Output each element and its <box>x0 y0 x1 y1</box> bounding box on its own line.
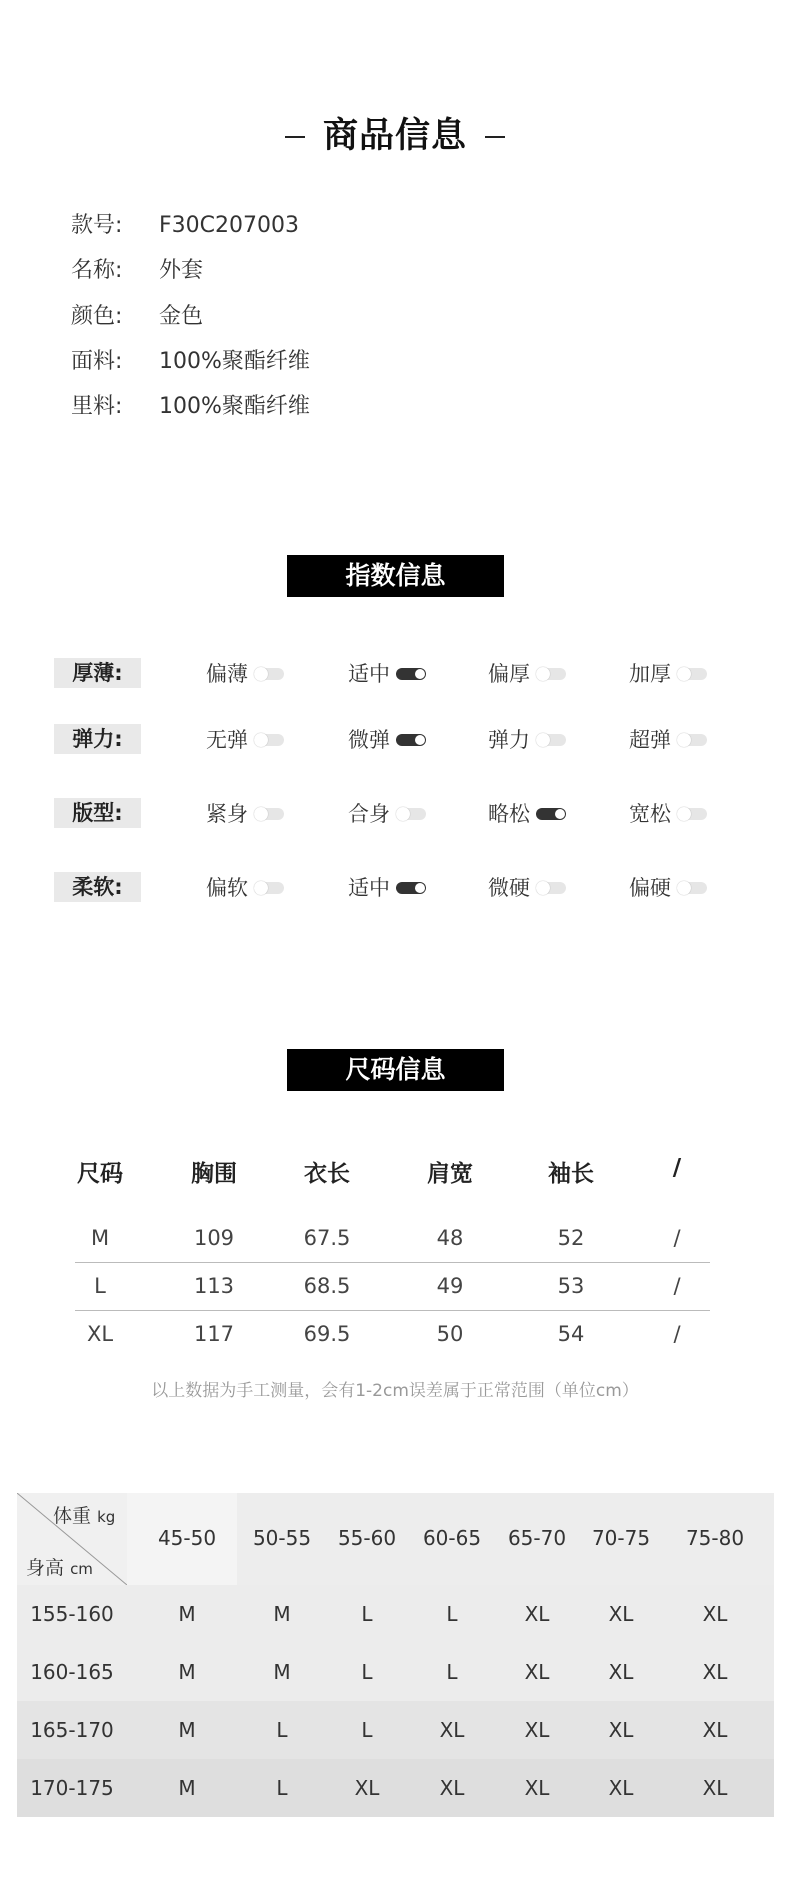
fit-size-cell: XL <box>702 1602 728 1626</box>
size-info-title: 尺码信息 <box>287 1049 504 1091</box>
info-value: 100%聚酯纤维 <box>159 394 310 419</box>
size-table-cell: 69.5 <box>303 1322 351 1346</box>
fit-size-cell: XL <box>354 1776 380 1800</box>
toggle-switch[interactable] <box>677 668 707 680</box>
size-table-cell: 68.5 <box>303 1274 351 1298</box>
index-option[interactable] <box>348 724 426 754</box>
index-option-label: 适中 <box>348 876 390 900</box>
fit-size-cell: XL <box>702 1718 728 1742</box>
index-option[interactable] <box>206 724 284 754</box>
fit-table-corner <box>17 1493 127 1585</box>
toggle-switch[interactable] <box>254 668 284 680</box>
size-table-header: 胸围 <box>191 1161 237 1187</box>
fit-size-cell: M <box>178 1776 196 1800</box>
weight-range-header: 70-75 <box>591 1526 651 1550</box>
index-option-label: 紧身 <box>206 802 248 826</box>
weight-range-header: 45-50 <box>157 1526 217 1550</box>
index-option-label: 偏薄 <box>206 662 248 686</box>
fit-size-cell: M <box>178 1602 196 1626</box>
fit-size-cell: L <box>361 1718 373 1742</box>
index-option[interactable] <box>629 724 707 754</box>
toggle-switch[interactable] <box>536 668 566 680</box>
size-table-cell: 109 <box>193 1226 235 1250</box>
index-option[interactable] <box>488 658 566 688</box>
info-row <box>71 347 310 377</box>
toggle-switch[interactable] <box>254 882 284 894</box>
fit-size-cell: L <box>361 1602 373 1626</box>
toggle-switch[interactable] <box>536 808 566 820</box>
toggle-switch[interactable] <box>254 808 284 820</box>
height-range-label: 170-175 <box>30 1776 114 1800</box>
index-option-label: 略松 <box>488 802 530 826</box>
weight-range-header: 55-60 <box>337 1526 397 1550</box>
index-option[interactable] <box>348 658 426 688</box>
index-label: 柔软: <box>54 872 141 902</box>
size-table-cell: 49 <box>436 1274 464 1298</box>
fit-size-cell: XL <box>608 1660 634 1684</box>
fit-size-cell: L <box>446 1602 458 1626</box>
index-option-label: 偏软 <box>206 876 248 900</box>
toggle-switch[interactable] <box>254 734 284 746</box>
corner-height-unit: cm <box>70 1560 93 1578</box>
toggle-switch[interactable] <box>396 734 426 746</box>
index-option-label: 加厚 <box>629 662 671 686</box>
fit-size-cell: XL <box>524 1660 550 1684</box>
size-table-cell: / <box>673 1226 681 1250</box>
fit-size-cell: XL <box>608 1776 634 1800</box>
corner-height-text: 身高 <box>26 1557 65 1579</box>
weight-range-header: 60-65 <box>422 1526 482 1550</box>
product-info-title-text: 商品信息 <box>322 116 467 156</box>
weight-range-header: 50-55 <box>252 1526 312 1550</box>
title-dash-left <box>285 136 305 138</box>
size-table-cell: 53 <box>557 1274 585 1298</box>
index-option-label: 微硬 <box>488 876 530 900</box>
corner-weight-unit: kg <box>97 1508 116 1526</box>
size-table-cell: 48 <box>436 1226 464 1250</box>
size-table-cell: 50 <box>436 1322 464 1346</box>
info-row <box>71 392 310 422</box>
info-value: F30C207003 <box>159 213 299 238</box>
index-option-label: 无弹 <box>206 728 248 752</box>
index-option-label: 微弹 <box>348 728 390 752</box>
size-table-cell: / <box>673 1322 681 1346</box>
info-row <box>71 302 203 332</box>
fit-size-cell: M <box>178 1718 196 1742</box>
size-table-cell: 113 <box>193 1274 235 1298</box>
size-table-cell: 67.5 <box>303 1226 351 1250</box>
size-table-cell: M <box>90 1226 110 1250</box>
toggle-switch[interactable] <box>677 808 707 820</box>
title-dash-right <box>485 136 505 138</box>
index-option[interactable] <box>348 872 426 902</box>
index-option[interactable] <box>488 724 566 754</box>
toggle-switch[interactable] <box>396 808 426 820</box>
index-label: 厚薄: <box>54 658 141 688</box>
index-option[interactable] <box>629 658 707 688</box>
size-table-header: 衣长 <box>304 1161 350 1187</box>
fit-size-cell: XL <box>439 1776 465 1800</box>
toggle-switch[interactable] <box>677 882 707 894</box>
index-option-label: 偏硬 <box>629 876 671 900</box>
fit-size-cell: M <box>178 1660 196 1684</box>
size-table-header: 尺码 <box>77 1161 123 1187</box>
info-value: 100%聚酯纤维 <box>159 349 310 374</box>
toggle-switch[interactable] <box>536 882 566 894</box>
row-divider <box>75 1310 710 1311</box>
height-range-label: 155-160 <box>30 1602 114 1626</box>
fit-size-cell: L <box>361 1660 373 1684</box>
fit-size-cell: XL <box>439 1718 465 1742</box>
info-label: 里料: <box>71 394 123 419</box>
fit-size-cell: M <box>273 1660 291 1684</box>
index-option[interactable] <box>206 872 284 902</box>
fit-size-cell: L <box>276 1718 288 1742</box>
index-info-title: 指数信息 <box>287 555 504 597</box>
measurement-note: 以上数据为手工测量，会有1-2cm误差属于正常范围（单位cm） <box>151 1381 639 1401</box>
size-table-header: / <box>672 1155 682 1181</box>
toggle-switch[interactable] <box>396 882 426 894</box>
product-info-title <box>0 108 790 158</box>
size-table-cell: / <box>673 1274 681 1298</box>
size-table-cell: L <box>94 1274 106 1298</box>
index-label: 版型: <box>54 798 141 828</box>
fit-size-cell: M <box>273 1602 291 1626</box>
index-label: 弹力: <box>54 724 141 754</box>
toggle-switch[interactable] <box>677 734 707 746</box>
height-range-label: 165-170 <box>30 1718 114 1742</box>
index-option[interactable] <box>488 872 566 902</box>
info-label: 颜色: <box>71 304 123 329</box>
index-option-label: 偏厚 <box>488 662 530 686</box>
fit-size-cell: XL <box>524 1718 550 1742</box>
index-option-label: 适中 <box>348 662 390 686</box>
index-option[interactable] <box>206 798 284 828</box>
index-option[interactable] <box>629 798 707 828</box>
size-table-header: 肩宽 <box>427 1161 473 1187</box>
index-option[interactable] <box>629 872 707 902</box>
index-option[interactable] <box>488 798 566 828</box>
index-option[interactable] <box>348 798 426 828</box>
row-divider <box>75 1262 710 1263</box>
size-table-header: 袖长 <box>548 1161 594 1187</box>
corner-weight-label <box>53 1501 115 1528</box>
fit-size-cell: L <box>276 1776 288 1800</box>
weight-range-header: 65-70 <box>507 1526 567 1550</box>
corner-weight-text: 体重 <box>53 1505 92 1527</box>
fit-size-cell: L <box>446 1660 458 1684</box>
height-range-label: 160-165 <box>30 1660 114 1684</box>
info-label: 名称: <box>71 258 123 283</box>
index-option-label: 超弹 <box>629 728 671 752</box>
info-label: 面料: <box>71 349 123 374</box>
toggle-switch[interactable] <box>536 734 566 746</box>
fit-size-cell: XL <box>608 1602 634 1626</box>
index-option-label: 合身 <box>348 802 390 826</box>
toggle-switch[interactable] <box>396 668 426 680</box>
fit-size-cell: XL <box>608 1718 634 1742</box>
index-option-label: 宽松 <box>629 802 671 826</box>
info-label: 款号: <box>71 213 123 238</box>
corner-height-label <box>26 1553 93 1580</box>
info-row <box>71 256 203 286</box>
index-option[interactable] <box>206 658 284 688</box>
size-table-cell: 54 <box>557 1322 585 1346</box>
size-table-cell: 117 <box>193 1322 235 1346</box>
fit-size-cell: XL <box>702 1776 728 1800</box>
index-option-label: 弹力 <box>488 728 530 752</box>
fit-size-cell: XL <box>524 1776 550 1800</box>
fit-size-cell: XL <box>702 1660 728 1684</box>
fit-size-cell: XL <box>524 1602 550 1626</box>
info-row <box>71 211 299 241</box>
info-value: 外套 <box>159 258 204 283</box>
size-table-cell: 52 <box>557 1226 585 1250</box>
weight-range-header: 75-80 <box>685 1526 745 1550</box>
size-table-cell: XL <box>86 1322 114 1346</box>
info-value: 金色 <box>159 304 204 329</box>
